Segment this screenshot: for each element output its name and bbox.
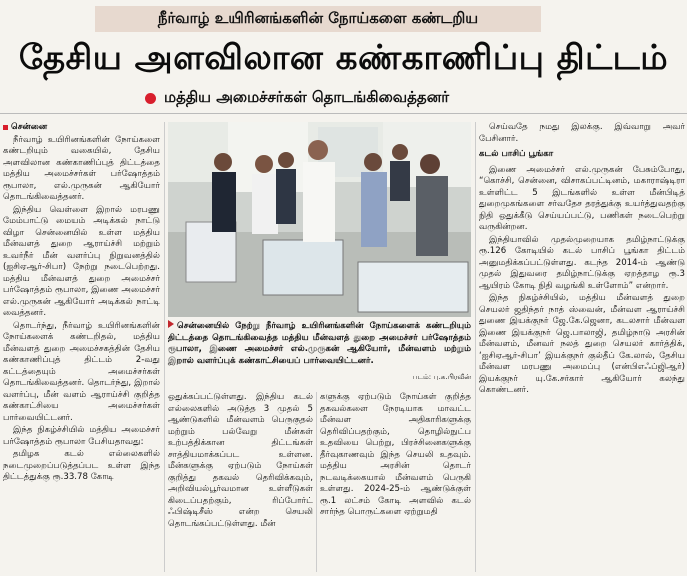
column-divider (475, 122, 476, 572)
photo-credit: படம்: பு.க.பிரவீன் (412, 373, 471, 381)
caption-text: சென்னையில் நேற்று நீர்வாழ் உயிரினங்களின் நோய்களைக் கண்டறியும் திட்டத்தை தொடங்கிவைத்த மத்திய மீன்வளத் துறை அமைச்சர் பர்ஷோத்தம் ரூபாலா, இணை அமைச்சர் எல்.முருகன் ஆகியோர், மீன்வளம் மற்றும் இறால் வளர்ப்புக் கண்காட்சியைப் பார்வையிட்டனர். (168, 321, 471, 366)
bullet-dot-icon (145, 93, 156, 104)
paragraph: இந்த நிகழ்ச்சியில் மத்திய அமைச்சர் பர்ஷோத்தம் ரூபாலா பேசியதாவது: (3, 425, 160, 447)
column-divider (316, 392, 317, 572)
section-subheading: கடல் பாசிப் பூங்கா (479, 149, 554, 159)
article-column-1 (3, 122, 160, 485)
paragraph: இந்த நிகழ்ச்சியில், மத்திய மீன்வளத் துறை செயலர் ஜதிந்தர் நாத் ஸ்வைன், மீன்வள ஆராய்ச்சி துணை இயக்குநர் ஜே.கே.ஜெனா, கடலசார் மீன்வள இணை இயக்குநர் ஜெ.பாலாஜி, தமிழ்நாடு அரசின் மீன்வளம், மீனவர் நலத் துறை செயலர் கார்த்திக், ‘ஐசிஏஆர்-சிபா’ இயக்குநர் குல்தீப் கே.லால், தேசிய மீன்வள மரபணு அமைப்பு (என்பிஎஃப்ஜிஆர்) இயக்குநர் யு.கே.சர்கார் ஆகியோர் கலந்து கொண்டனர். (479, 293, 685, 395)
headline: தேசிய அளவிலான கண்காணிப்பு திட்டம் (18, 38, 669, 78)
paragraph: ஒதுக்கப்பட்டுள்ளது. இந்திய கடல் எல்லைகளில் அடுத்த 3 முதல் 5 ஆண்டுகளில் மீன்வளம் பெருகுதல் மற்றும் பல்வேறு மீன்கள் உற்பத்திக்கான திட்டங்கள் சாத்தியமாக்கப்பட உள்ளன. மீன்களுக்கு ஏற்படும் நோய்கள் குறித்து தகவல் தெரிவிக்கவும், அறிவியல்பூர்வமான உள்ளீடுகள் கிடைப்பதற்கும், ரிப்போர்ட் ஃபிஷ்டிசீஸ் என்ற செயலி தொடங்கப்பட்டுள்ளது. மீன் (168, 392, 313, 529)
paragraph: தொடர்ந்து, நீர்வாழ் உயிரினங்களின் நோய்களைக் கண்டறிதல், மத்திய மீன்வளத் துறை அமைச்சகத்தின் தேசிய கண்காணிப்புத் திட்டம் 2-வது கட்டத்தையும் அமைச்சர்கள் தொடங்கிவைத்தனர். தொடர்ந்து, இறால் வளர்ப்பு, மீன் வளம் ஆராய்ச்சி குறித்த கண்காட்சியை அமைச்சர்கள் பார்வையிட்டனர். (3, 320, 160, 423)
dateline (3, 122, 160, 134)
paragraph: இந்தியாவில் முதல்முறையாக தமிழ்நாட்டுக்கு ரூ.126 கோடியில் கடல் பாசிப் பூங்கா திட்டம் அனுமதிக்கப்பட்டுள்ளது. கடந்த 2014-ம் ஆண்டு முதல் இதுவரை தமிழ்நாட்டுக்கு ஏறத்தாழ ரூ.3 ஆயிரம் கோடி நிதி வழங்கி உள்ளோம்” என்றார். (479, 234, 685, 291)
column-divider (164, 122, 165, 572)
paragraph: இணை அமைச்சர் எல்.முருகன் பேசும்போது, “கொச்சி, சென்னை, விசாகப்பட்டினம், மகாராஷ்டிரா உள்ளிட்ட 5 இடங்களில் உள்ள மீன்பிடித் துறைமுகங்களை சர்வதேச தரத்துக்கு உயர்த்துவதற்கு நிதி ஒதுக்கீடு செய்யப்பட்டு, பணிகள் நடைபெற்று வருகின்றன. (479, 164, 685, 232)
article-column-2 (168, 392, 313, 531)
paragraph: நீர்வாழ் உயிரினங்களின் நோய்களை கண்டறியும் வகையில், தேசிய அளவிலான கண்காணிப்புத் திட்டத்தை மத்திய அமைச்சர்கள் பர்ஷோத்தம் ரூபாலா, எல்.முருகன் ஆகியோர் தொடங்கிவைத்தனர். (3, 134, 160, 202)
paragraph: களுக்கு ஏற்படும் நோய்கள் குறித்த தகவல்களை நேரடியாக மாவட்ட மீன்வள அதிகாரிகளுக்கு தெரிவிப்பதற்கும், தொழில்நுட்ப உதவியை பெற்று, பிரச்சினைகளுக்கு தீர்வுகாணவும் இந்த செயலி உதவும். மத்திய அரசின் தொடர் நடவடிக்கையால் மீன்வளம் பெருகி உள்ளது. 2024-25-ம் ஆண்டுக்குள் ரூ.1 லட்சம் கோடி அளவில் கடல் சார்ந்த பொருட்களை ஏற்றுமதி (320, 392, 471, 517)
subheadline (145, 88, 449, 108)
dateline-text: சென்னை (11, 122, 48, 132)
kicker-banner (95, 6, 541, 32)
article-column-4 (479, 122, 685, 398)
divider (0, 113, 687, 114)
kicker-text: நீர்வாழ் உயிரினங்களின் நோய்களை கண்டறிய (157, 9, 479, 27)
paragraph: செய்வதே நமது இலக்கு. இவ்வாறு அவர் பேசினார். (479, 122, 685, 144)
paragraph: தமிழக கடல் எல்லைகளில் நடைமுறைப்படுத்தப்பட உள்ள இந்த திட்டத்துக்கு ரூ.33.78 கோடி (3, 449, 160, 482)
square-bullet-icon (3, 125, 8, 130)
paragraph: இந்திய வெள்ளை இறால் மரபணு மேம்பாட்டு மையம் அடிக்கல் நாட்டு விழா சென்னையில் உள்ள மத்திய மீன்வளத் துறை ஆராய்ச்சி மற்றும் உவர்நீர் மீன் வளர்ப்பு நிறுவனத்தில் (ஐசிஏஆர்-சிபா) நேற்று நடைபெற்றது. மத்திய மீன்வளத் துறை அமைச்சர் பர்ஷோத்தம் ரூபாலா, இணை அமைச்சர் எல்.முருகன் ஆகியோர் அடிக்கல் நாட்டி வைத்தனர். (3, 204, 160, 318)
article-column-3 (320, 392, 471, 520)
caption-arrow-icon (168, 320, 174, 328)
photo-caption (168, 320, 471, 367)
news-photo (168, 122, 471, 317)
subheadline-text: மத்திய அமைச்சர்கள் தொடங்கிவைத்தனர் (164, 88, 450, 106)
